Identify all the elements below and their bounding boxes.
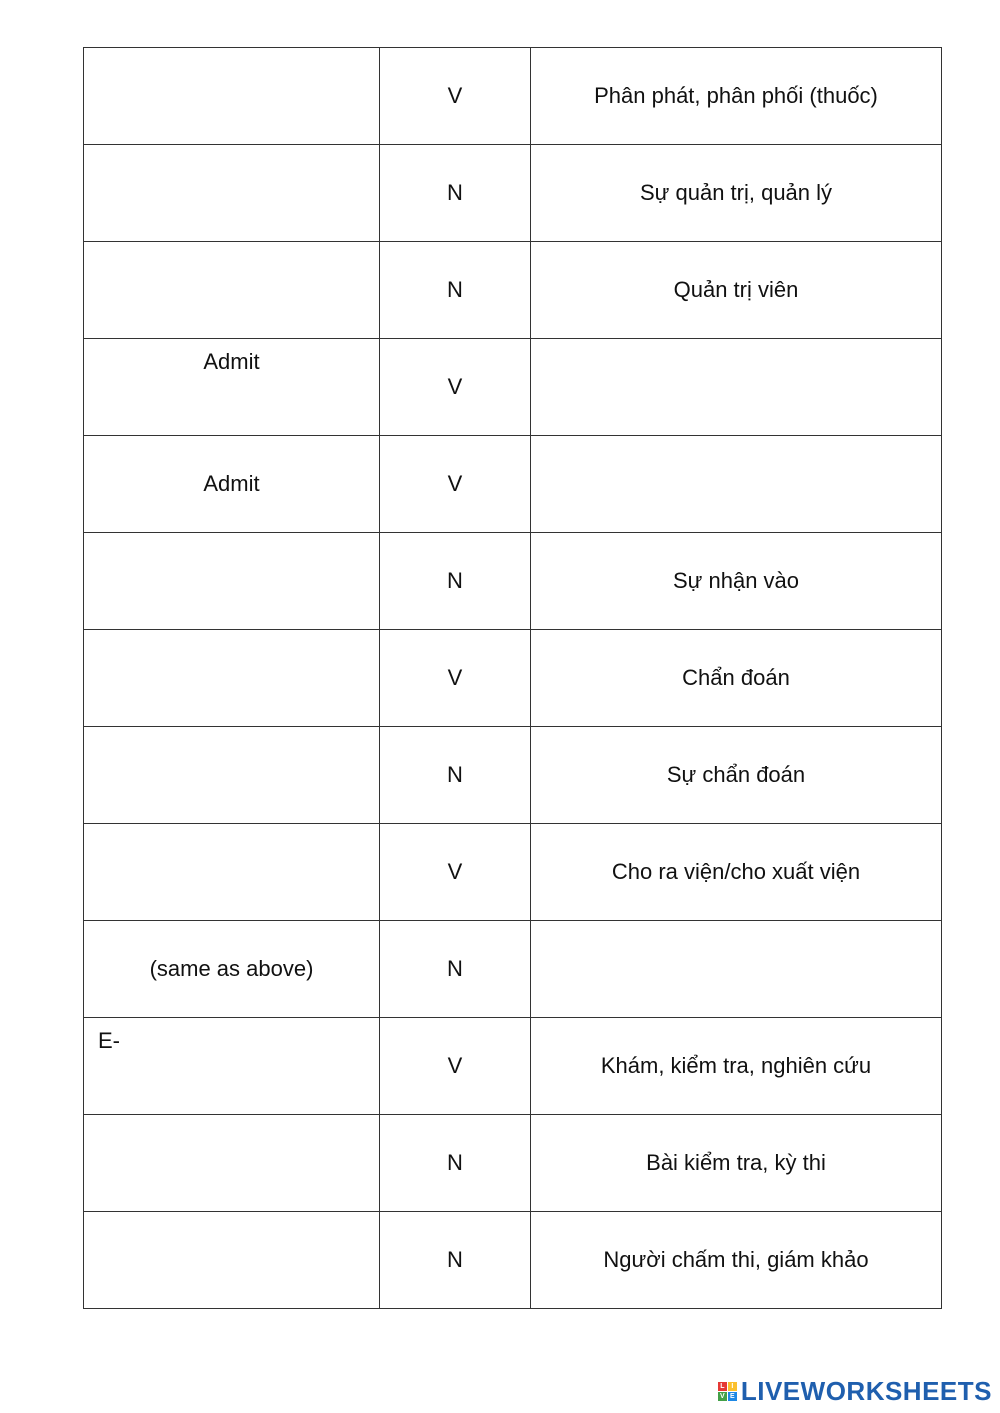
meaning-text: Sự chẩn đoán xyxy=(666,762,806,787)
word-cell[interactable] xyxy=(84,48,380,145)
table-row xyxy=(84,630,942,727)
meaning-text: Sự quản trị, quản lý xyxy=(639,180,833,205)
type-cell xyxy=(380,533,531,630)
word-type: N xyxy=(447,568,463,593)
table-row xyxy=(84,436,942,533)
meaning-cell[interactable] xyxy=(531,436,942,533)
word-type: N xyxy=(447,956,463,981)
word-type: V xyxy=(447,1053,463,1078)
meaning-cell xyxy=(531,242,942,339)
logo-text: LIVEWORKSHEETS xyxy=(740,1376,992,1406)
type-cell xyxy=(380,48,531,145)
word-cell[interactable] xyxy=(84,145,380,242)
word-type: N xyxy=(447,277,463,302)
meaning-cell xyxy=(531,1018,942,1115)
type-cell xyxy=(380,630,531,727)
meaning-cell xyxy=(531,1115,942,1212)
table-row xyxy=(84,145,942,242)
type-cell xyxy=(380,1212,531,1309)
meaning-cell xyxy=(531,145,942,242)
meaning-cell xyxy=(531,630,942,727)
logo-letter-i: I xyxy=(728,1382,737,1391)
meaning-cell[interactable] xyxy=(531,921,942,1018)
meaning-text: Phân phát, phân phối (thuốc) xyxy=(594,83,878,108)
word-cell xyxy=(84,436,380,533)
table-row xyxy=(84,921,942,1018)
word-cell[interactable] xyxy=(84,1212,380,1309)
type-cell xyxy=(380,921,531,1018)
logo-mark-icon xyxy=(718,1382,737,1401)
meaning-cell xyxy=(531,824,942,921)
word-cell[interactable] xyxy=(84,824,380,921)
meaning-text: Chẩn đoán xyxy=(682,665,790,690)
table-row xyxy=(84,727,942,824)
word-text: Admit xyxy=(203,471,260,496)
word-type: V xyxy=(447,83,463,108)
word-cell[interactable] xyxy=(84,242,380,339)
type-cell xyxy=(380,727,531,824)
meaning-cell[interactable] xyxy=(531,339,942,436)
logo-letter-v: V xyxy=(718,1392,727,1401)
word-text: Admit xyxy=(203,349,260,374)
word-cell[interactable] xyxy=(84,533,380,630)
word-type: N xyxy=(447,180,463,205)
word-type: V xyxy=(447,665,463,690)
logo-letter-e: E xyxy=(728,1392,737,1401)
word-type: N xyxy=(447,1150,463,1175)
meaning-text: Bài kiểm tra, kỳ thi xyxy=(646,1150,826,1175)
word-text: (same as above) xyxy=(149,956,314,981)
table-row xyxy=(84,824,942,921)
type-cell xyxy=(380,436,531,533)
table-row xyxy=(84,339,942,436)
word-cell xyxy=(84,921,380,1018)
word-cell[interactable] xyxy=(84,1018,380,1115)
type-cell xyxy=(380,824,531,921)
meaning-text: Khám, kiểm tra, nghiên cứu xyxy=(600,1053,872,1078)
word-type: V xyxy=(447,859,463,884)
word-type: V xyxy=(447,374,463,399)
liveworksheets-logo xyxy=(718,1376,992,1407)
type-cell xyxy=(380,145,531,242)
table-row xyxy=(84,1018,942,1115)
type-cell xyxy=(380,1018,531,1115)
type-cell xyxy=(380,242,531,339)
meaning-cell xyxy=(531,533,942,630)
table-row xyxy=(84,533,942,630)
word-text: E- xyxy=(98,1028,120,1053)
meaning-text: Sự nhận vào xyxy=(672,568,800,593)
table-row xyxy=(84,1115,942,1212)
logo-letter-l: L xyxy=(718,1382,727,1391)
word-cell[interactable] xyxy=(84,1115,380,1212)
word-type: N xyxy=(447,1247,463,1272)
word-cell[interactable] xyxy=(84,630,380,727)
word-cell[interactable] xyxy=(84,727,380,824)
meaning-cell xyxy=(531,1212,942,1309)
meaning-cell xyxy=(531,48,942,145)
table-row xyxy=(84,48,942,145)
meaning-cell xyxy=(531,727,942,824)
meaning-text: Cho ra viện/cho xuất viện xyxy=(611,859,861,884)
type-cell xyxy=(380,1115,531,1212)
word-cell[interactable] xyxy=(84,339,380,436)
meaning-text: Người chấm thi, giám khảo xyxy=(603,1247,869,1272)
meaning-text: Quản trị viên xyxy=(673,277,799,302)
table-row xyxy=(84,1212,942,1309)
word-type: N xyxy=(447,762,463,787)
word-type: V xyxy=(447,471,463,496)
vocabulary-table xyxy=(83,47,942,1309)
type-cell xyxy=(380,339,531,436)
table-row xyxy=(84,242,942,339)
